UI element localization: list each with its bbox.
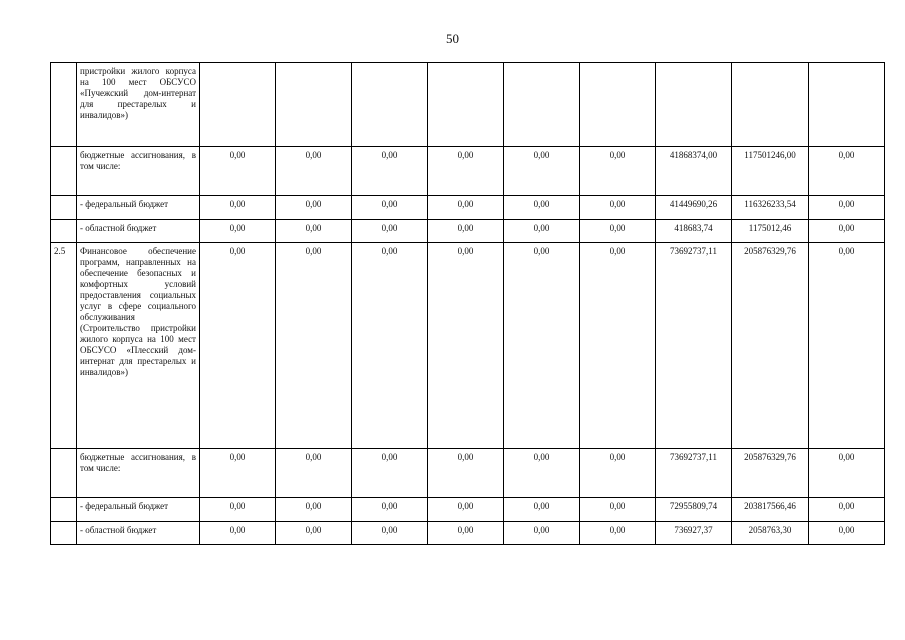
value-cell: 203817566,46 [732,498,809,522]
value-cell: 41868374,00 [656,147,732,196]
row-description-cell: - федеральный бюджет [77,498,200,522]
value-cell: 1175012,46 [732,220,809,243]
value-cell: 0,00 [428,147,504,196]
value-cell: 0,00 [276,243,352,449]
table-row [51,147,885,196]
value-cell [504,63,580,147]
value-cell: 0,00 [809,449,885,498]
value-cell: 0,00 [809,498,885,522]
value-cell: 2058763,30 [732,522,809,545]
value-cell: 0,00 [580,220,656,243]
value-cell: 0,00 [580,449,656,498]
row-description-cell: бюджетные ассигнования, в том числе: [77,449,200,498]
budget-table [50,62,885,545]
value-cell [352,63,428,147]
value-cell: 0,00 [504,498,580,522]
value-cell: 0,00 [580,243,656,449]
row-number-cell [51,498,77,522]
value-cell: 205876329,76 [732,449,809,498]
value-cell: 736927,37 [656,522,732,545]
value-cell: 0,00 [809,196,885,220]
value-cell: 0,00 [428,220,504,243]
value-cell: 0,00 [504,196,580,220]
table-row [51,243,885,449]
row-description-cell: пристройки жилого корпуса на 100 мест ОБСУСО «Пучежский дом-интернат для престарелых и инвалидов») [77,63,200,147]
value-cell: 0,00 [504,449,580,498]
value-cell: 0,00 [200,243,276,449]
value-cell [428,63,504,147]
value-cell: 0,00 [276,522,352,545]
value-cell: 41449690,26 [656,196,732,220]
value-cell: 0,00 [352,449,428,498]
value-cell: 0,00 [276,196,352,220]
row-description-cell: Финансовое обеспечение программ, направленных на обеспечение безопасных и комфортных условий предоставления социальных услуг в сфере социального обслуживания (Строительство пристройки жилого корпуса на 100 мест ОБСУСО «Плесский дом-интернат для престарелых и инвалидов») [77,243,200,449]
value-cell: 0,00 [352,147,428,196]
table-row [51,498,885,522]
value-cell: 0,00 [580,147,656,196]
row-number-cell [51,196,77,220]
row-number-cell [51,147,77,196]
value-cell: 0,00 [276,147,352,196]
value-cell: 0,00 [504,147,580,196]
value-cell [276,63,352,147]
table-row [51,522,885,545]
value-cell: 0,00 [200,498,276,522]
value-cell: 117501246,00 [732,147,809,196]
value-cell: 0,00 [352,498,428,522]
value-cell: 0,00 [809,147,885,196]
value-cell: 0,00 [200,220,276,243]
value-cell [580,63,656,147]
value-cell: 0,00 [504,522,580,545]
value-cell: 0,00 [200,196,276,220]
value-cell: 0,00 [809,220,885,243]
value-cell: 0,00 [428,522,504,545]
row-number-cell [51,220,77,243]
value-cell: 0,00 [580,522,656,545]
row-description-cell: - областной бюджет [77,220,200,243]
value-cell: 0,00 [352,522,428,545]
value-cell: 0,00 [200,147,276,196]
value-cell: 0,00 [428,243,504,449]
value-cell: 72955809,74 [656,498,732,522]
value-cell: 0,00 [809,522,885,545]
value-cell: 0,00 [504,243,580,449]
page-number: 50 [446,31,459,46]
value-cell: 0,00 [276,498,352,522]
value-cell: 0,00 [200,522,276,545]
row-number-cell [51,522,77,545]
value-cell: 73692737,11 [656,243,732,449]
value-cell: 0,00 [352,220,428,243]
value-cell: 0,00 [352,196,428,220]
value-cell: 73692737,11 [656,449,732,498]
table-row [51,220,885,243]
table-row [51,449,885,498]
value-cell: 0,00 [428,449,504,498]
row-description-cell: - федеральный бюджет [77,196,200,220]
row-description-cell: - областной бюджет [77,522,200,545]
value-cell: 205876329,76 [732,243,809,449]
row-number-cell: 2.5 [51,243,77,449]
value-cell: 0,00 [580,196,656,220]
value-cell [732,63,809,147]
value-cell [656,63,732,147]
value-cell: 0,00 [428,196,504,220]
value-cell [200,63,276,147]
value-cell: 0,00 [428,498,504,522]
row-description-cell: бюджетные ассигнования, в том числе: [77,147,200,196]
value-cell: 0,00 [504,220,580,243]
row-number-cell [51,63,77,147]
value-cell: 0,00 [276,220,352,243]
value-cell [809,63,885,147]
value-cell: 0,00 [580,498,656,522]
row-number-cell [51,449,77,498]
value-cell: 0,00 [276,449,352,498]
table-row [51,196,885,220]
value-cell: 0,00 [352,243,428,449]
table-row [51,63,885,147]
value-cell: 0,00 [200,449,276,498]
value-cell: 0,00 [809,243,885,449]
value-cell: 116326233,54 [732,196,809,220]
value-cell: 418683,74 [656,220,732,243]
